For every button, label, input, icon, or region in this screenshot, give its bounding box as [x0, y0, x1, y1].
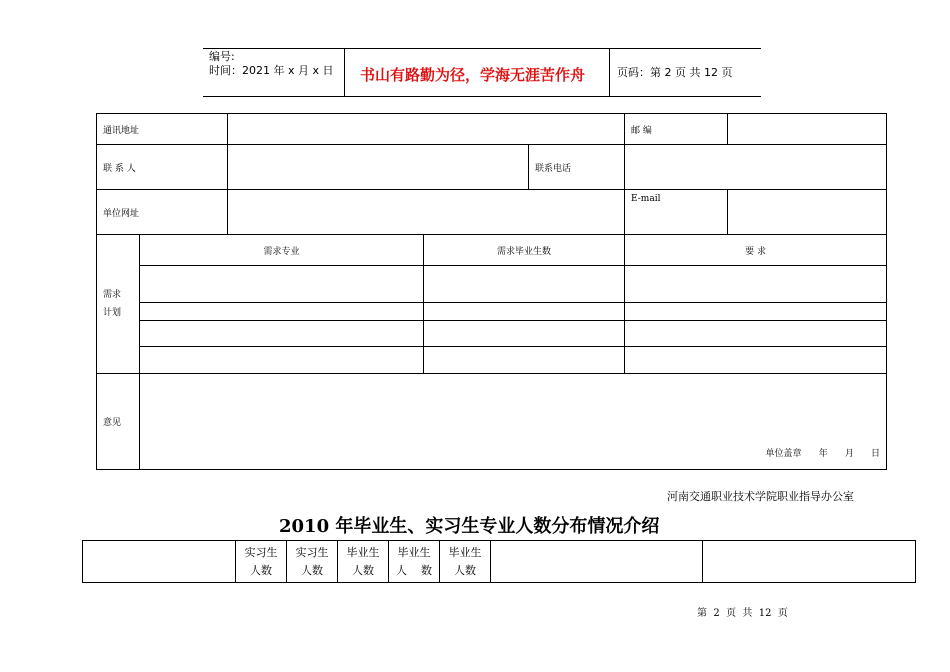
stamp-text: 单位盖章 年 月 日: [765, 449, 881, 459]
stats-blank-cell: [703, 541, 916, 583]
stats-header-line2: 人 数: [396, 563, 432, 577]
website-label: 单位网址: [97, 190, 228, 235]
stats-table: [82, 540, 916, 583]
contact-label: 联 系 人: [97, 145, 228, 190]
phone-field[interactable]: [625, 145, 887, 190]
stats-header: [236, 541, 287, 583]
header-top-rule: [203, 48, 761, 49]
stats-header-line2: 人数: [250, 563, 272, 577]
email-label: E-mail: [625, 190, 728, 235]
plan-major-cell[interactable]: [140, 303, 424, 321]
number-label: 编号:: [209, 50, 235, 63]
header-divider: [609, 48, 610, 96]
plan-label-line1: 需求: [103, 290, 122, 300]
col-major: 需求专业: [140, 235, 424, 266]
stats-header-line2: 人数: [301, 563, 323, 577]
stats-header: [287, 541, 338, 583]
page-footer: 第 2 页 共 12 页: [697, 608, 788, 619]
opinion-field[interactable]: [140, 374, 887, 470]
contact-field[interactable]: [228, 145, 529, 190]
plan-requirement-cell[interactable]: [625, 303, 887, 321]
plan-major-cell[interactable]: [140, 347, 424, 374]
plan-count-cell[interactable]: [424, 303, 625, 321]
phone-label: 联系电话: [529, 145, 625, 190]
postcode-field[interactable]: [728, 114, 887, 145]
stats-header-line2: 人数: [352, 563, 374, 577]
plan-count-cell[interactable]: [424, 347, 625, 374]
stats-header: [338, 541, 389, 583]
stats-header: [440, 541, 491, 583]
col-count: 需求毕业生数: [424, 235, 625, 266]
page-label: 页码：第 2 页 共 12 页: [617, 66, 733, 79]
section-title: 2010 年毕业生、实习生专业人数分布情况介绍: [279, 516, 660, 537]
header-divider: [344, 48, 345, 96]
time-label: 时间：2021 年 x 月 x 日: [209, 64, 334, 77]
plan-count-cell[interactable]: [424, 266, 625, 303]
plan-count-cell[interactable]: [424, 321, 625, 347]
plan-label-line2: 计划: [103, 308, 122, 318]
org-name: 河南交通职业技术学院职业指导办公室: [667, 490, 854, 503]
stats-header-line1: 实习生: [295, 545, 329, 559]
stats-header: [389, 541, 440, 583]
header-bottom-rule: [203, 96, 761, 97]
stats-blank-cell: [491, 541, 703, 583]
stats-blank-cell: [83, 541, 236, 583]
stats-header-line1: 毕业生: [448, 545, 482, 559]
plan-requirement-cell[interactable]: [625, 347, 887, 374]
website-field[interactable]: [228, 190, 625, 235]
plan-label: [97, 235, 140, 374]
plan-requirement-cell[interactable]: [625, 321, 887, 347]
postcode-label: 邮 编: [625, 114, 728, 145]
address-field[interactable]: [228, 114, 625, 145]
plan-major-cell[interactable]: [140, 266, 424, 303]
stats-header-line1: 实习生: [244, 545, 278, 559]
stats-header-line1: 毕业生: [397, 545, 431, 559]
opinion-label: 意见: [97, 374, 140, 470]
email-field[interactable]: [728, 190, 887, 235]
stats-header-line2: 人数: [454, 563, 476, 577]
col-requirements: 要 求: [625, 235, 887, 266]
stats-header-line1: 毕业生: [346, 545, 380, 559]
plan-requirement-cell[interactable]: [625, 266, 887, 303]
motto: 书山有路勤为径，学海无涯苦作舟: [360, 66, 586, 84]
enterprise-form: [96, 113, 887, 470]
plan-major-cell[interactable]: [140, 321, 424, 347]
address-label: 通讯地址: [97, 114, 228, 145]
